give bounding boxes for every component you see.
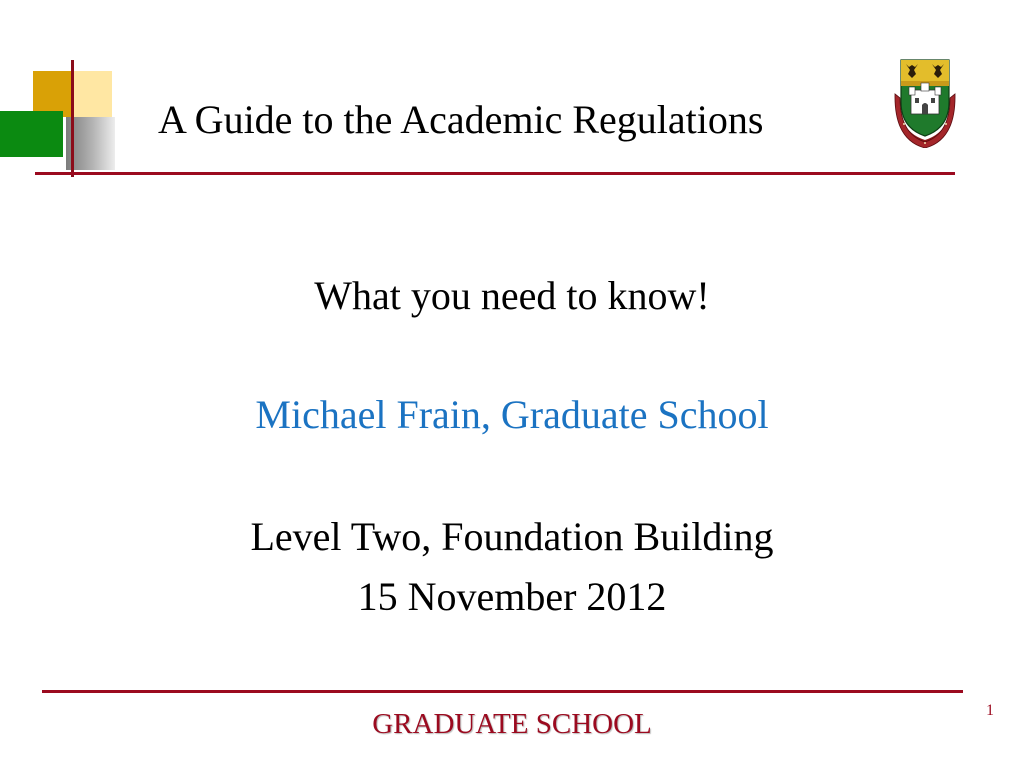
footer-divider bbox=[42, 690, 963, 693]
slide-subtitle: What you need to know! bbox=[314, 273, 710, 318]
slide-title: A Guide to the Academic Regulations bbox=[158, 97, 764, 142]
decor-square-cream bbox=[73, 71, 112, 117]
presenter-name: Michael Frain, Graduate School bbox=[255, 392, 769, 437]
decor-vertical-line bbox=[71, 60, 74, 177]
university-crest-icon bbox=[892, 50, 958, 148]
decor-square-green bbox=[0, 111, 63, 157]
footer-label: GRADUATE SCHOOL bbox=[372, 708, 652, 740]
venue-text: Level Two, Foundation Building bbox=[250, 514, 774, 559]
page-number: 1 bbox=[986, 702, 994, 719]
title-divider bbox=[35, 172, 955, 175]
date-text: 15 November 2012 bbox=[357, 574, 667, 619]
